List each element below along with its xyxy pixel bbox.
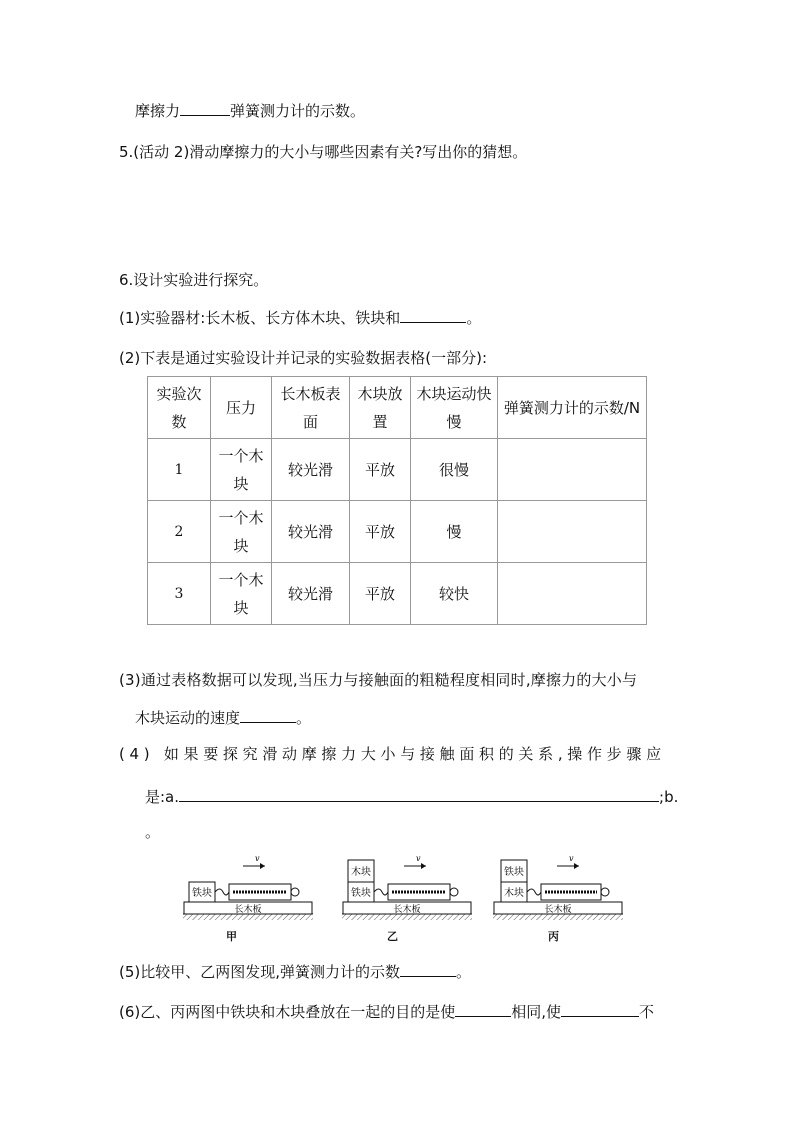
figure-yi [342,850,472,922]
table-cell[interactable] [498,563,647,625]
velocity-label: v [255,854,260,863]
iron-label: 铁块 [192,888,212,899]
question-6-4-cont: 是:a. ;b. [145,788,679,806]
table-cell: 较光滑 [272,563,350,625]
velocity-label: v [416,854,421,863]
table-header-row [148,377,647,439]
question-6-1: (1)实验器材:长木板、长方体木块、铁块和 。 [119,309,482,327]
scale-ring [601,888,609,896]
wood-label: 木块 [351,867,371,878]
table-cell: 一个木块 [211,563,272,625]
answer-blank[interactable] [400,308,466,323]
question-6-4-end: 。 [145,823,161,841]
question-6-3-cont: 木块运动的速度 。 [135,709,312,727]
answer-blank-a[interactable] [179,787,659,802]
question-6-2: (2)下表是通过实验设计并记录的实验数据表格(一部分): [119,349,488,367]
board-label: 长木板 [234,905,262,915]
table-cell: 平放 [350,563,411,625]
header-cell: 实验次数 [148,377,211,439]
header-cell: 弹簧测力计的示数/N [498,377,647,439]
iron-label: 铁块 [351,888,371,899]
hook [215,889,229,895]
hook [527,889,541,895]
header-cell: 木块运动快慢 [411,377,498,439]
wood-label: 木块 [504,888,524,899]
board-label: 长木板 [393,905,421,915]
hook [374,889,388,895]
caption-bing: 丙 [548,930,559,943]
header-cell: 压力 [211,377,272,439]
question-6-4: (4) 如果要探究滑动摩擦力大小与接触面积的关系,操作步骤应 [119,745,666,763]
question-6: 6.设计实验进行探究。 [119,271,269,289]
table-cell: 很慢 [411,439,498,501]
figure-jia [183,850,313,922]
scale-ring [291,888,299,896]
question-6-3: (3)通过表格数据可以发现,当压力与接触面的粗糙程度相同时,摩擦力的大小与 [119,671,638,689]
iron-label: 铁块 [504,867,524,878]
table-cell[interactable] [498,439,647,501]
answer-blank[interactable] [180,101,230,116]
table-cell: 1 [148,439,211,501]
data-table [147,376,647,625]
table-row [148,501,647,563]
table-cell: 平放 [350,501,411,563]
table-row [148,563,647,625]
answer-blank[interactable] [561,1002,639,1017]
caption-yi: 乙 [387,930,398,943]
question-6-5: (5)比较甲、乙两图发现,弹簧测力计的示数 。 [119,963,472,981]
table-cell: 较快 [411,563,498,625]
figure-bing [493,850,623,922]
scale-ring [450,888,458,896]
table-cell: 一个木块 [211,501,272,563]
table-row [148,439,647,501]
answer-blank[interactable] [240,708,296,723]
velocity-label: v [569,854,574,863]
table-cell: 平放 [350,439,411,501]
text-line: 摩擦力 弹簧测力计的示数。 [135,102,366,120]
caption-jia: 甲 [226,930,237,943]
table-cell[interactable] [498,501,647,563]
table-cell: 一个木块 [211,439,272,501]
table-cell: 较光滑 [272,439,350,501]
header-cell: 长木板表面 [272,377,350,439]
table-cell: 慢 [411,501,498,563]
header-cell: 木块放置 [350,377,411,439]
question-6-6: (6)乙、丙两图中铁块和木块叠放在一起的目的是使 相同,使 不 [119,1003,655,1021]
table-cell: 较光滑 [272,501,350,563]
question-5: 5.(活动 2)滑动摩擦力的大小与哪些因素有关?写出你的猜想。 [119,143,528,161]
answer-blank[interactable] [455,1002,511,1017]
table-cell: 2 [148,501,211,563]
answer-blank[interactable] [400,962,456,977]
board-label: 长木板 [544,905,572,915]
table-cell: 3 [148,563,211,625]
